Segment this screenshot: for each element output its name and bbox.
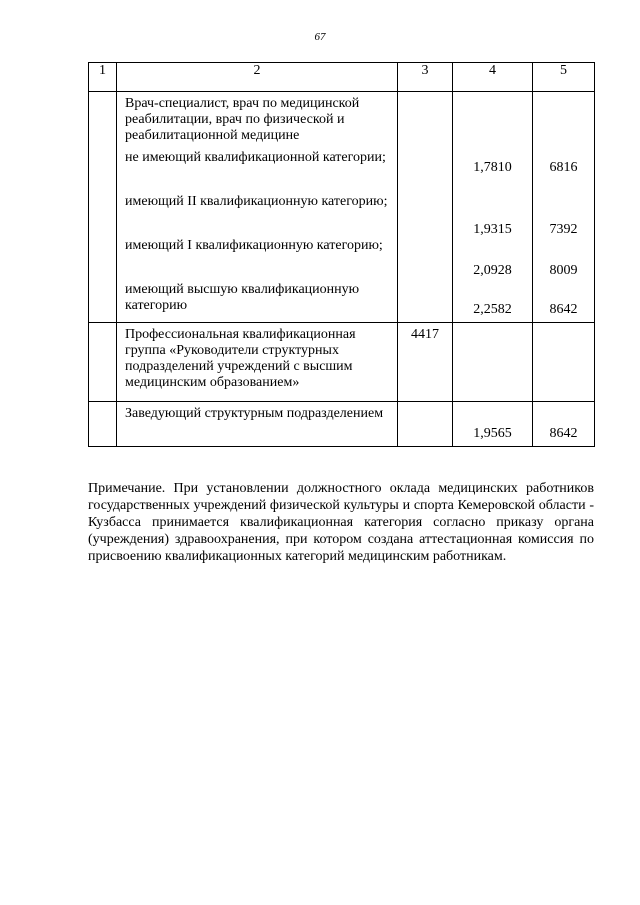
column-header: 1 [89,63,117,92]
category-label: не имеющий квалификационной категории; [125,150,386,165]
salary-value: 8642 [549,426,578,441]
group-code: 4417 [411,327,439,342]
position-title: Врач-специалист, врач по медицинской реабилитации, врач по физической и реабилитационной медицине [125,96,360,143]
column-header: 5 [533,63,595,92]
salary-value: 7392 [549,222,578,237]
category-label: имеющий I квалификационную категорию; [125,238,383,253]
footnote: Примечание. При установлении должностного оклада медицинских работников государственных учреждений физической культуры и спорта Кемеровской области - Кузбасса принимается квалификационная категория согласно приказу органа (учреждения) здравоохранения, при котором создана аттестационная комиссия по присвоению квалификационных категорий медицинским работникам. [88,481,594,564]
salary-table [88,62,595,447]
group-title: Профессиональная квалификационная группа «Руководители структурных подразделений учреждений с высшим медицинским образованием» [125,327,356,390]
position-title: Заведующий структурным подразделением [125,406,384,421]
coefficient-value: 1,9315 [473,222,512,237]
category-label: имеющий высшую квалификационную категорию [125,282,360,313]
table-row [89,402,595,447]
table-row [89,323,595,402]
page-number: 67 [314,31,326,43]
column-header: 4 [453,63,533,92]
table-row [89,92,595,323]
coefficient-value: 1,7810 [473,160,512,175]
coefficient-value: 1,9565 [473,426,512,441]
coefficient-value: 2,0928 [473,263,512,278]
salary-value: 8009 [549,263,578,278]
column-header: 3 [398,63,453,92]
salary-value: 6816 [549,160,578,175]
salary-value: 8642 [549,302,578,317]
table-header-row [89,63,595,92]
coefficient-value: 2,2582 [473,302,512,317]
column-header: 2 [117,63,398,92]
category-label: имеющий II квалификационную категорию; [125,194,388,209]
